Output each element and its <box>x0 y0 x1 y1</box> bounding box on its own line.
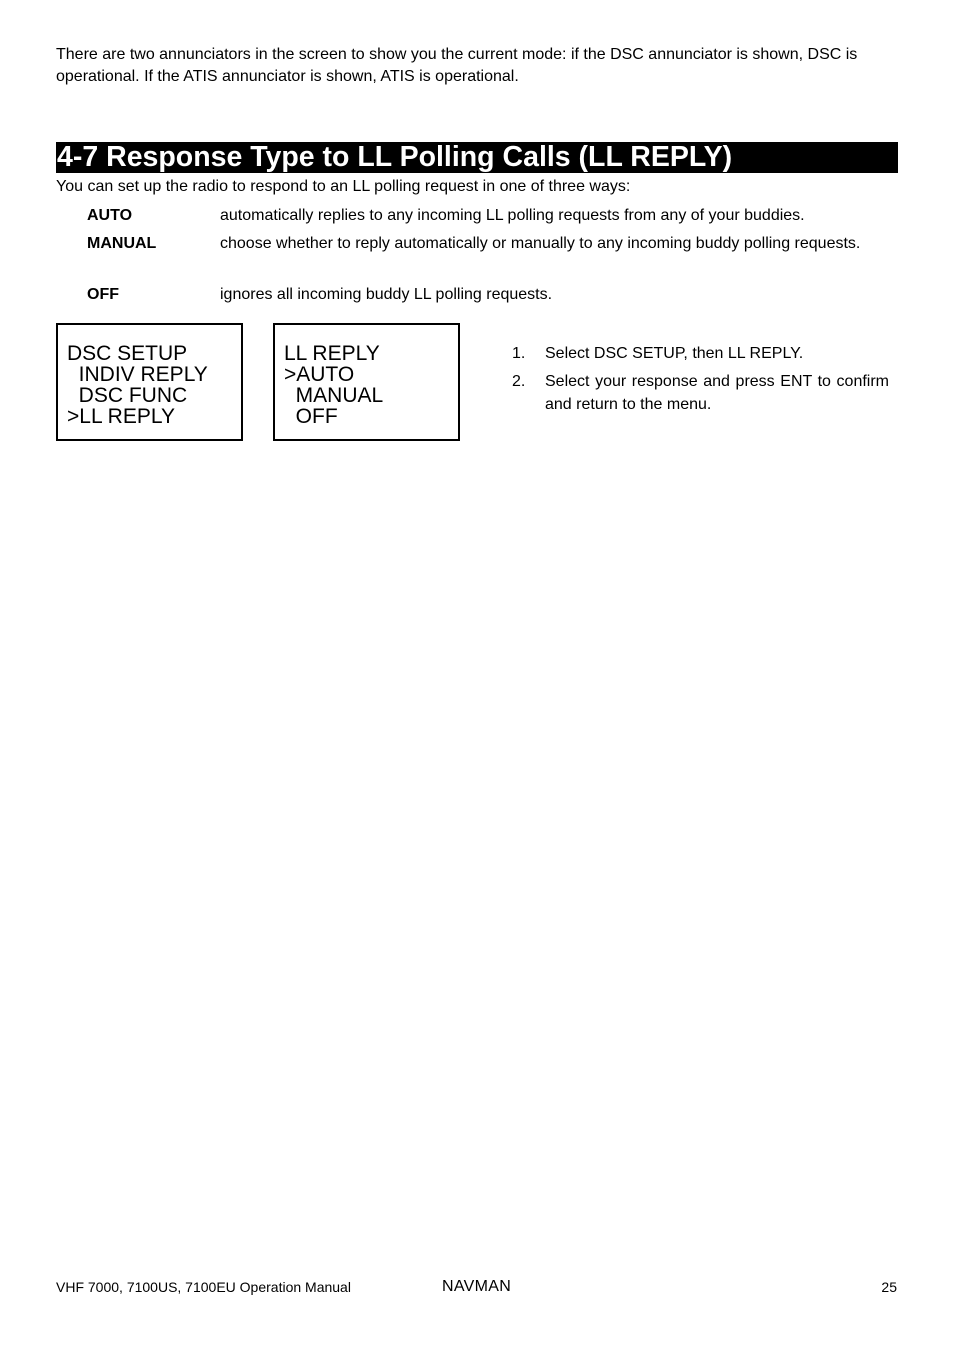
section-heading: 4-7 Response Type to LL Polling Calls (LL REPLY) <box>56 142 898 173</box>
definition-term: OFF <box>87 286 119 303</box>
steps-list <box>512 342 889 421</box>
intro-paragraph: There are two annunciators in the screen to show you the current mode: if the DSC annunciator is shown, DSC is operational. If the ATIS annunciator is shown, ATIS is operational. <box>56 46 858 85</box>
lcd-line: DSC SETUP <box>67 342 188 365</box>
definition-term: MANUAL <box>87 235 157 252</box>
lcd-line: OFF <box>284 405 338 428</box>
lcd-screen-dsc-setup <box>56 323 243 441</box>
footer-manual-title: VHF 7000, 7100US, 7100EU Operation Manual <box>56 1279 351 1295</box>
lcd-line: >LL REPLY <box>67 405 175 428</box>
definition-term: AUTO <box>87 207 133 224</box>
step-number: 2. <box>512 373 526 390</box>
footer-brand-logo: NAVMAN <box>442 1278 512 1295</box>
lcd-line: INDIV REPLY <box>67 363 208 386</box>
lcd-line: >AUTO <box>284 363 355 386</box>
step-number: 1. <box>512 345 526 362</box>
step-text: Select your response and press ENT to confirm and return to the menu. <box>545 373 889 413</box>
lcd-line: MANUAL <box>284 384 384 407</box>
definition-description: automatically replies to any incoming LL polling requests from any of your buddies. <box>220 207 805 224</box>
lead-paragraph: You can set up the radio to respond to an LL polling request in one of three ways: <box>56 178 631 195</box>
footer-page-number: 25 <box>881 1279 897 1295</box>
step-item <box>512 370 889 416</box>
lcd-line: DSC FUNC <box>67 384 188 407</box>
lcd-screen-ll-reply <box>273 323 460 441</box>
lcd-line: LL REPLY <box>284 342 380 365</box>
definition-description: choose whether to reply automatically or manually to any incoming buddy polling requests. <box>220 235 861 252</box>
definition-description: ignores all incoming buddy LL polling requests. <box>220 286 553 303</box>
step-item <box>512 342 889 365</box>
step-text: Select DSC SETUP, then LL REPLY. <box>545 345 804 362</box>
